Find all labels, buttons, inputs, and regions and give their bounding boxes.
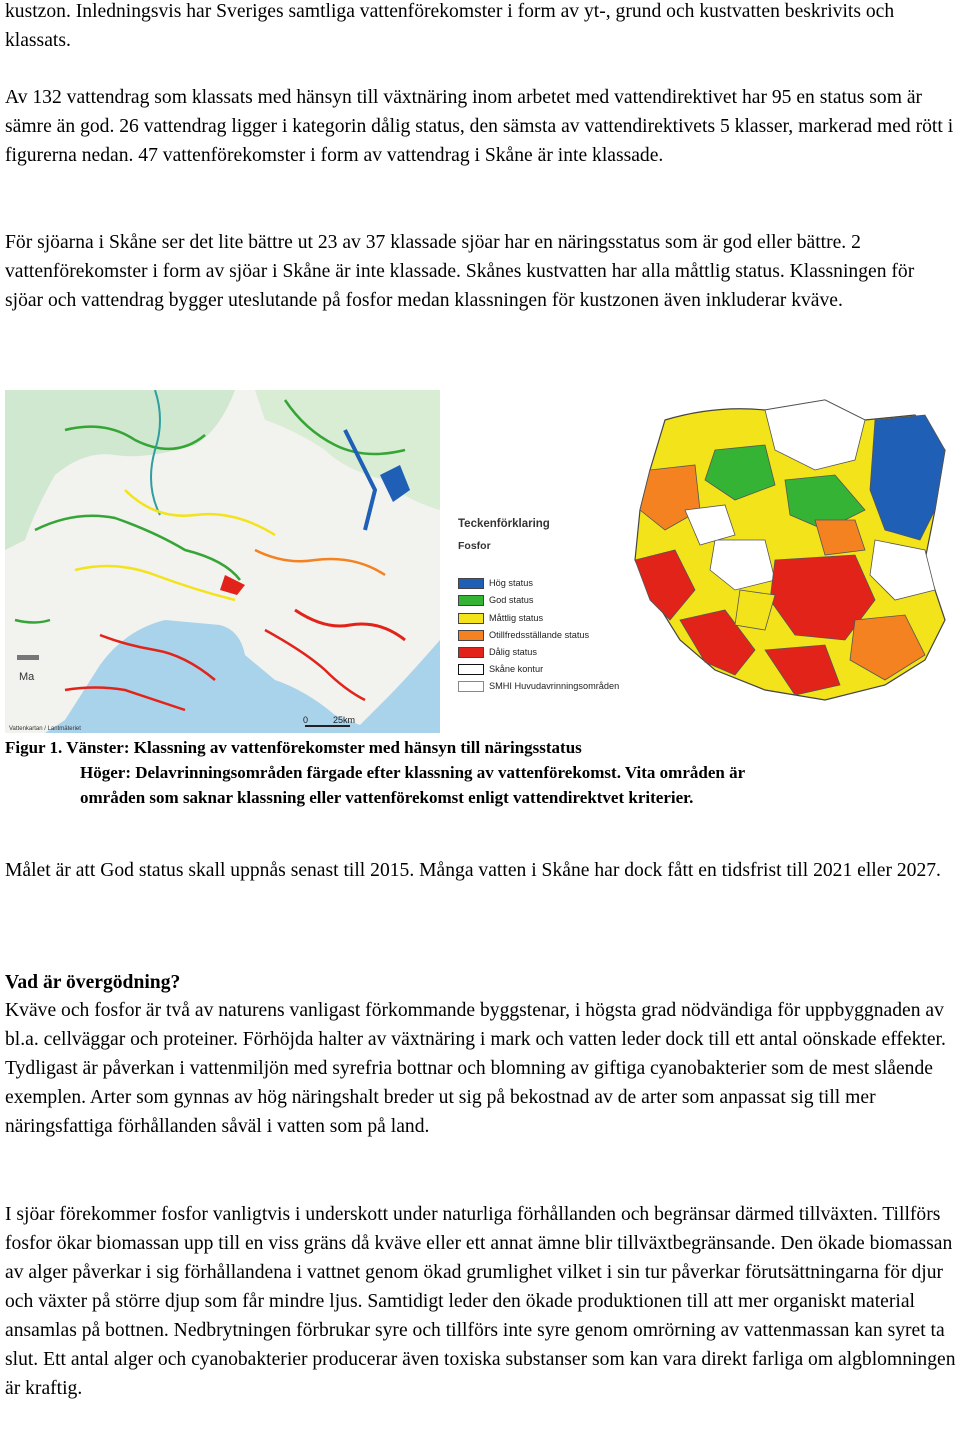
paragraph-lakes-phosphorus: I sjöar förekommer fosfor vanligtvis i underskott under naturliga förhållanden och begränsar därmed tillväxten. Tillförs fosfor ökar biomassan upp till en viss gräns då kväve eller ett annat ämne blir tillväxtbegränsande. Den ökade biomassan av alger påverkar i sig förhållandena i vattnet genom ökad grumlighet vilket i sin tur påverkar förutsättningarna för djur och växter på större djup som får mindre ljus. Samtidigt leder den ökade produktionen till att mer organiskt material ansamlas på bottnen. Nedbrytningen förbrukar syre och tillförs inte syre genom omrörning av vattenmassan kan syret ta slut. Ett antal alger och cyanobakterier producerar även toxiska substanser som kan vara direkt farliga om algblomningen är kraftig. — [5, 1204, 956, 1399]
paragraph-lakes: För sjöarna i Skåne ser det lite bättre ut 23 av 37 klassade sjöar har en näringsstatus som är god eller bättre. 2 vattenförekomster i form av sjöar i Skåne är inte klassade. Skånes kustvatten har alla måttlig status. Klassningen för sjöar och vattendrag bygger uteslutande på fosfor medan klassningen för kustzonen även inkluderar kväve. — [5, 232, 915, 311]
map-legend — [455, 518, 625, 698]
map-place-label: Ma — [19, 671, 35, 683]
legend-swatch — [458, 664, 484, 675]
right-map-catchments — [625, 390, 960, 710]
legend-item-smhi — [458, 679, 619, 693]
caption-line-1: Figur 1. Vänster: Klassning av vattenförekomster med hänsyn till näringsstatus — [5, 738, 582, 757]
paragraph-goal: Målet är att God status skall uppnås senast till 2015. Många vatten i Skåne har dock fått en tidsfrist till 2021 eller 2027. — [5, 860, 941, 881]
legend-subtitle: Fosfor — [458, 540, 491, 552]
legend-item-moderate — [458, 611, 543, 625]
legend-swatch — [458, 647, 484, 658]
legend-label: Hög status — [489, 578, 533, 588]
legend-label: SMHI Huvudavrinningsområden — [489, 681, 620, 691]
legend-swatch — [458, 595, 484, 606]
legend-swatch — [458, 630, 484, 641]
caption-line-2: Höger: Delavrinningsområden färgade efter klassning av vattenförekomst. Vita områden är — [80, 763, 746, 782]
legend-swatch — [458, 681, 484, 692]
map-credit: Vattenkartan / Lantmäteriet — [9, 726, 81, 732]
legend-item-bad — [458, 645, 537, 659]
legend-label: God status — [489, 595, 534, 605]
legend-swatch — [458, 613, 484, 624]
legend-item-high — [458, 576, 533, 590]
legend-label: Måttlig status — [489, 613, 544, 623]
legend-label: Otillfredsställande status — [489, 630, 590, 640]
legend-item-good — [458, 593, 533, 607]
paragraph-eutrophication: Kväve och fosfor är två av naturens vanligast förkommande byggstenar, i högsta grad nödvändiga för uppbyggnaden av bl.a. cellväggar och proteiner. Förhöjda halter av växtnäring i mark och vatten leder dock till ett antal oönskade effekter. Tydligast är påverkan i vattenmiljön med syrefria bottnar och blomning av giftiga cyanobakterier som de mest slående exemplen. Arter som gynnas av hög näringshalt breder ut sig på bekostnad av de arter som anpassat sig till mer näringsfattiga förhållanden såväl i vatten som på land. — [5, 1000, 946, 1137]
left-map-streams — [5, 390, 440, 733]
scale-end-label: 25km — [333, 715, 356, 725]
legend-label: Dålig status — [489, 647, 538, 657]
section-heading: Vad är övergödning? — [5, 972, 181, 993]
legend-title: Teckenförklaring — [458, 518, 550, 530]
legend-item-contour — [458, 662, 543, 676]
paragraph-streams: Av 132 vattendrag som klassats med hänsyn till växtnäring inom arbetet med vattendirektivet har 95 en status som är sämre än god. 26 vattendrag ligger i kategorin dålig status, den sämsta av vattendirektivets 5 klasser, markerad med rött i figurerna nedan. 47 vattenförekomster i form av vattendrag i Skåne är inte klassade. — [5, 87, 954, 166]
legend-item-poor — [458, 628, 589, 642]
figure-caption — [5, 735, 957, 810]
legend-label: Skåne kontur — [489, 664, 544, 674]
scale-start-label: 0 — [303, 715, 309, 725]
caption-line-3: områden som saknar klassning eller vattenförekomst enligt vattendirektvet kriterier. — [80, 788, 694, 807]
paragraph-intro: kustzon. Inledningsvis har Sveriges samtliga vattenförekomster i form av yt-, grund och kustvatten beskrivits och klassats. — [5, 1, 895, 51]
legend-swatch — [458, 578, 484, 589]
